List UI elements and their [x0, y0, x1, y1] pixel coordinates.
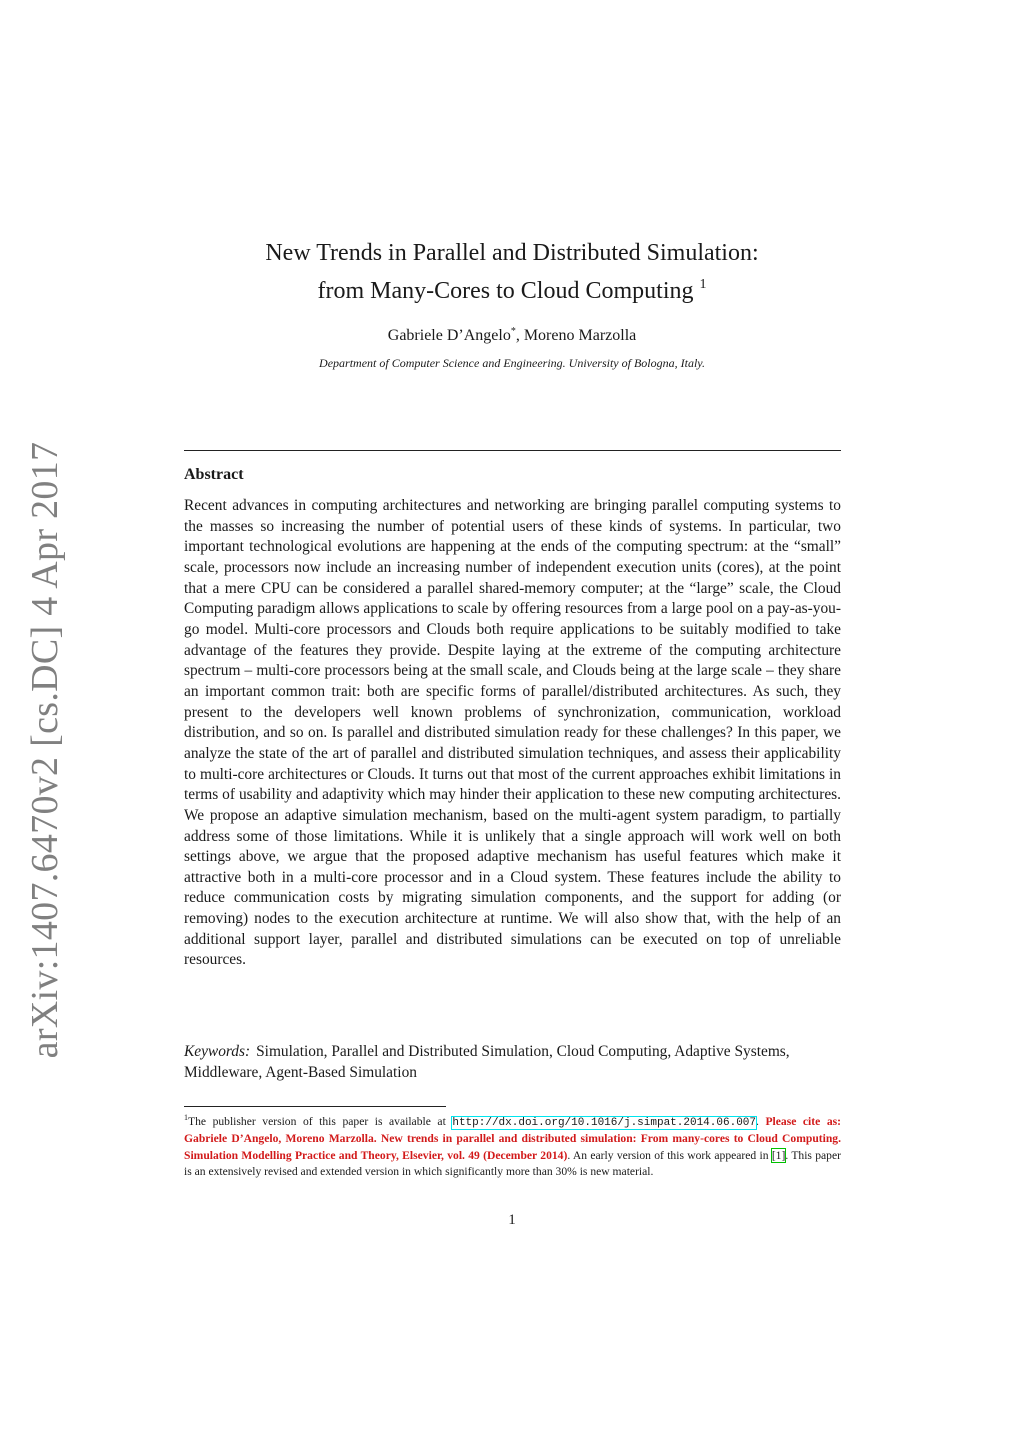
corresponding-author-mark: *: [510, 326, 516, 337]
arxiv-side-stamp: arXiv:1407.6470v2 [cs.DC] 4 Apr 2017: [24, 441, 66, 1059]
author-separator: ,: [515, 327, 524, 344]
abstract-body: Recent advances in computing architectures and networking are bringing parallel computing systems to the masses so increasing the number of potential users of these kinds of systems. In particular, two important technological evolutions are happening at the ends of the computing spectrum: at the “small” scale, processors now include an increasing number of independent execution units (cores), at the point that a mere CPU can be considered a parallel shared-memory computer; at the “large” scale, the Cloud Computing paradigm allows applications to scale by offering resources from a large pool on a pay-as-you-go model. Multi-core processors and Clouds both require applications to be suitably modified to take advantage of the features they provide. Despite laying at the extreme of the computing architecture spectrum – multi-core processors being at the small scale, and Clouds being at the large scale – they share an important common trait: both are specific forms of parallel/distributed architectures. As such, they present to the developers well known problems of synchronization, communication, workload distribution, and so on. Is parallel and distributed simulation ready for these challenges? In this paper, we analyze the state of the art of parallel and distributed simulation techniques, and assess their applicability to multi-core architectures or Clouds. It turns out that most of the current approaches exhibit limitations in terms of usability and adaptivity which may hinder their application to these new computing architectures. We propose an adaptive simulation mechanism, based on the multi-agent system paradigm, to partially address some of those limitations. While it is unlikely that a single approach will work well on both settings above, we argue that the proposed adaptive mechanism has useful features which make it attractive both in a multi-core processor and in a Cloud system. These features include the ability to reduce communication costs by migrating simulation components, and the support for adding (or removing) nodes to the execution architecture at runtime. We will also show that, with the help of an additional support layer, parallel and distributed simulations can be executed on top of unreliable resources.: [184, 497, 841, 969]
author-2: Moreno Marzolla: [523, 327, 637, 344]
title-line-2-text: from Many-Cores to Cloud Computing: [317, 278, 694, 304]
citation-note: Please cite as: Gabriele D’Angelo, Moreno Marzolla. New trends in parallel and distributed simulation: From many-cores to Cloud Computing. Simulation Modelling Practice and Theory, Elsevier, vol. 49 (December 2014): [184, 1115, 841, 1162]
footnote-intro: The publisher version of this paper is available at: [188, 1115, 453, 1128]
footnote-after-cite: . An early version of this work appeared in: [567, 1148, 772, 1162]
footnote-tail: . This paper is an extensively revised and extended version in which significantly more than 30% is new material.: [184, 1148, 841, 1179]
footnote-mark: 1: [184, 1113, 188, 1122]
footnote-after-link: .: [756, 1115, 766, 1128]
paper-title: [0, 238, 1024, 307]
footnote-divider: [184, 1106, 446, 1107]
page-number: 1: [508, 1212, 516, 1228]
title-line-1: New Trends in Parallel and Distributed Simulation:: [265, 240, 759, 266]
keywords-label: Keywords:: [184, 1043, 251, 1060]
abstract-heading: Abstract: [184, 466, 244, 483]
reference-link[interactable]: [1]: [771, 1148, 786, 1162]
keywords-text: Simulation, Parallel and Distributed Simulation, Cloud Computing, Adaptive Systems, Middleware, Agent-Based Simulation: [184, 1043, 790, 1081]
author-1: Gabriele D’Angelo: [387, 327, 511, 344]
author-list: [0, 326, 1024, 345]
top-divider: [184, 450, 841, 451]
affiliation: Department of Computer Science and Engineering. University of Bologna, Italy.: [319, 356, 705, 370]
footnote: [184, 1110, 841, 1181]
title-footnote-mark: 1: [699, 277, 707, 292]
keywords: [184, 1042, 841, 1083]
title-line-2: [0, 269, 1024, 307]
doi-link[interactable]: http://dx.doi.org/10.1016/j.simpat.2014.06.007: [452, 1117, 756, 1129]
